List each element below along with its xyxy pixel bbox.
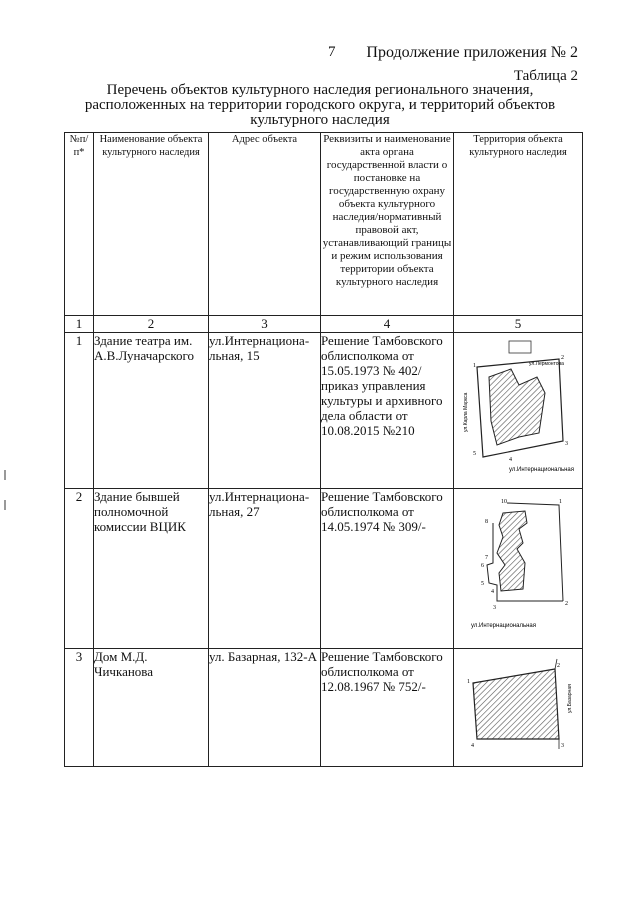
territory-map-cell — [454, 649, 583, 767]
map-point-label: 1 — [467, 679, 470, 685]
legal-act: Решение Тамбовского облисполкома от 14.05.1974 № 309/- — [321, 489, 454, 649]
title-line-2: расположенных на территории городского округа, и территорий объектов — [84, 97, 556, 113]
column-number: 3 — [209, 316, 321, 333]
object-address: ул. Базарная, 132-А — [209, 649, 321, 767]
map-point-label: 2 — [561, 355, 564, 361]
territory-map-cell — [454, 489, 583, 649]
map-point-label: 2 — [557, 663, 560, 669]
map-street-label: ул.Интернациональная — [509, 467, 574, 473]
map-point-label: 3 — [561, 743, 564, 749]
object-name: Здание театра им. А.В.Луначарского — [94, 333, 209, 489]
title-line-3: культурного наследия — [250, 112, 390, 128]
map-point-label: 10 — [501, 499, 507, 505]
scan-edge-mark — [4, 500, 6, 510]
header-name: Наименование объекта культурного наследия — [94, 133, 209, 316]
map-point-label: 8 — [485, 519, 488, 525]
header-number: №п/ п* — [65, 133, 94, 316]
map-point-label: 4 — [509, 457, 512, 463]
row-number: 3 — [65, 649, 94, 767]
legal-act: Решение Тамбовского облисполкома от 12.08.1967 № 752/- — [321, 649, 454, 767]
object-name: Дом М.Д. Чичканова — [94, 649, 209, 767]
table-row — [65, 489, 583, 649]
map-street-label: ул.Интернациональная — [471, 623, 536, 629]
page-number: 7 — [328, 44, 336, 60]
legal-act: Решение Тамбовского облисполкома от 15.05.1973 № 402/ приказ управления культуры и архивного дела области от 10.08.2015 №210 — [321, 333, 454, 489]
object-address: ул.Интернациона-льная, 27 — [209, 489, 321, 649]
map-street-label: ул.Лермонтова — [529, 361, 564, 367]
table-row — [65, 649, 583, 767]
map-street-label: ул.Карла Маркса — [463, 392, 469, 432]
territory-map-cell — [454, 333, 583, 489]
table-row — [65, 333, 583, 489]
row-number: 2 — [65, 489, 94, 649]
object-address: ул.Интернациона-льная, 15 — [209, 333, 321, 489]
map-point-label: 6 — [481, 563, 484, 569]
map-point-label: 4 — [491, 589, 494, 595]
territory-map — [459, 653, 577, 755]
column-number: 1 — [65, 316, 94, 333]
column-number: 2 — [94, 316, 209, 333]
map-point-label: 5 — [473, 451, 476, 457]
header-act: Реквизиты и наименование акта органа государственной власти о постановке на государственную охрану объекта культурного наследия/нормативный правовой акт, устанавливающий границы и режим использования территории объекта культурного наследия — [321, 133, 454, 316]
header-address: Адрес объекта — [209, 133, 321, 316]
column-number: 5 — [454, 316, 583, 333]
map-point-label: 7 — [485, 555, 488, 561]
territory-map — [459, 337, 577, 477]
map-point-label: 1 — [473, 363, 476, 369]
table-label: Таблица 2 — [513, 68, 578, 84]
appendix-continuation: Продолжение приложения № 2 — [366, 44, 578, 61]
map-point-label: 3 — [565, 441, 568, 447]
heritage-table — [64, 132, 583, 767]
map-street-label: ул.Базарная — [567, 684, 573, 713]
map-point-label: 2 — [565, 601, 568, 607]
map-point-label: 4 — [471, 743, 474, 749]
scan-edge-mark — [4, 470, 6, 480]
header-territory: Территория объекта культурного наследия — [454, 133, 583, 316]
row-number: 1 — [65, 333, 94, 489]
map-point-label: 5 — [481, 581, 484, 587]
column-number: 4 — [321, 316, 454, 333]
object-name: Здание бывшей полномочной комиссии ВЦИК — [94, 489, 209, 649]
map-point-label: 3 — [493, 605, 496, 611]
column-number-row — [65, 316, 583, 333]
territory-map — [463, 493, 573, 635]
document-title — [60, 83, 580, 128]
table-header-row — [65, 133, 583, 316]
map-point-label: 1 — [559, 499, 562, 505]
title-line-1: Перечень объектов культурного наследия регионального значения, — [106, 82, 534, 98]
